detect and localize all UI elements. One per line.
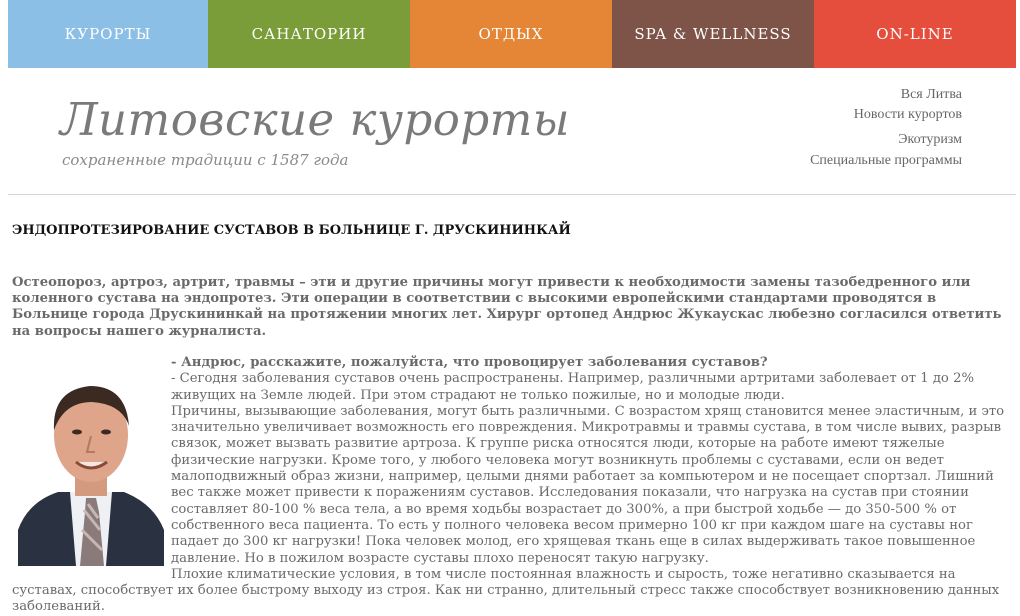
nav-tab-online[interactable]: ON-LINE xyxy=(814,0,1016,68)
nav-tab-spa-wellness[interactable]: SPA & WELLNESS xyxy=(612,0,814,68)
link-novosti-kurortov[interactable]: Новости курортов xyxy=(853,107,962,122)
nav-tab-kurorty[interactable]: КУРОРТЫ xyxy=(8,0,208,68)
answer-paragraph: - Сегодня заболевания суставов очень распространены. Например, различными артритами заболевает от 1 до 2% живущих на Земле людей. При этом страдают не только пожилые, но и молодые люди. xyxy=(171,371,974,403)
photo-spacer xyxy=(12,355,171,577)
site-logo-title[interactable]: Литовские курорты xyxy=(60,93,570,146)
article-body xyxy=(12,355,1017,616)
top-navigation xyxy=(8,0,1016,68)
interview-question: - Андрюс, расскажите, пожалуйста, что провоцирует заболевания суставов? xyxy=(171,355,768,370)
article-lead: Остеопороз, артроз, артрит, травмы – эти и другие причины могут привести к необходимости замены тазобедренного или коленного сустава на эндопротез. Эти операции в соответствии с высокими европейскими стандартами проводятся в Больнице города Друскининкай на протяжении многих лет. Хирург ортопед Андрюс Жукаускас любезно согласился ответить на вопросы нашего журналиста. xyxy=(12,275,1002,339)
nav-tab-sanatorii[interactable]: САНАТОРИИ xyxy=(208,0,410,68)
answer-paragraph: Причины, вызывающие заболевания, могут быть различными. С возрастом хрящ становится менее эластичным, и это значительно увеличивает возможность его повреждения. Микротравмы и травмы сустава, в том числе вывих, разрыв связок, может вызвать развитие артроза. К группе риска относятся люди, которые на работе имеют тяжелые физические нагрузки. Кроме того, у любого человека могут возникнуть проблемы с суставами, если он ведет малоподвижный образ жизни, например, целыми днями работает за компьютером и не посещает спортзал. Лишний вес также может привести к поражениям суставов. Исследования показали, что нагрузка на сустав при стоянии составляет 80-100 % веса тела, а во время ходьбы возрастает до 300%, а при быстрой ходьбе — до 350-500 % от собственного веса пациента. То есть у полного человека весом примерно 100 кг при каждом шаге на суставы ног падает до 300 кг нагрузки! Пока человек молод, его хрящевая ткань еще в силах выдерживать такое повышенное давление. Но в пожилом возрасте суставы плохо переносят такую нагрузку. xyxy=(171,403,1005,566)
site-tagline: сохраненные традиции с 1587 года xyxy=(62,151,349,169)
site-header xyxy=(0,68,1020,196)
link-ekoturizm[interactable]: Экотуризм xyxy=(898,132,962,147)
header-divider xyxy=(8,194,1016,195)
article-title: ЭНДОПРОТЕЗИРОВАНИЕ СУСТАВОВ В БОЛЬНИЦЕ Г. ДРУСКИНИНКАЙ xyxy=(12,223,571,238)
answer-paragraph: Плохие климатические условия, в том числе постоянная влажность и сырость, тоже негативно сказывается на суставах, способствует их более быстрому выходу из строя. Как ни странно, длительный стресс также способствует возникновению данных заболеваний. xyxy=(12,566,1000,615)
link-specialnye-programmy[interactable]: Специальные программы xyxy=(810,153,962,168)
link-vsya-litva[interactable]: Вся Литва xyxy=(900,87,962,102)
nav-tab-otdyh[interactable]: ОТДЫХ xyxy=(410,0,612,68)
